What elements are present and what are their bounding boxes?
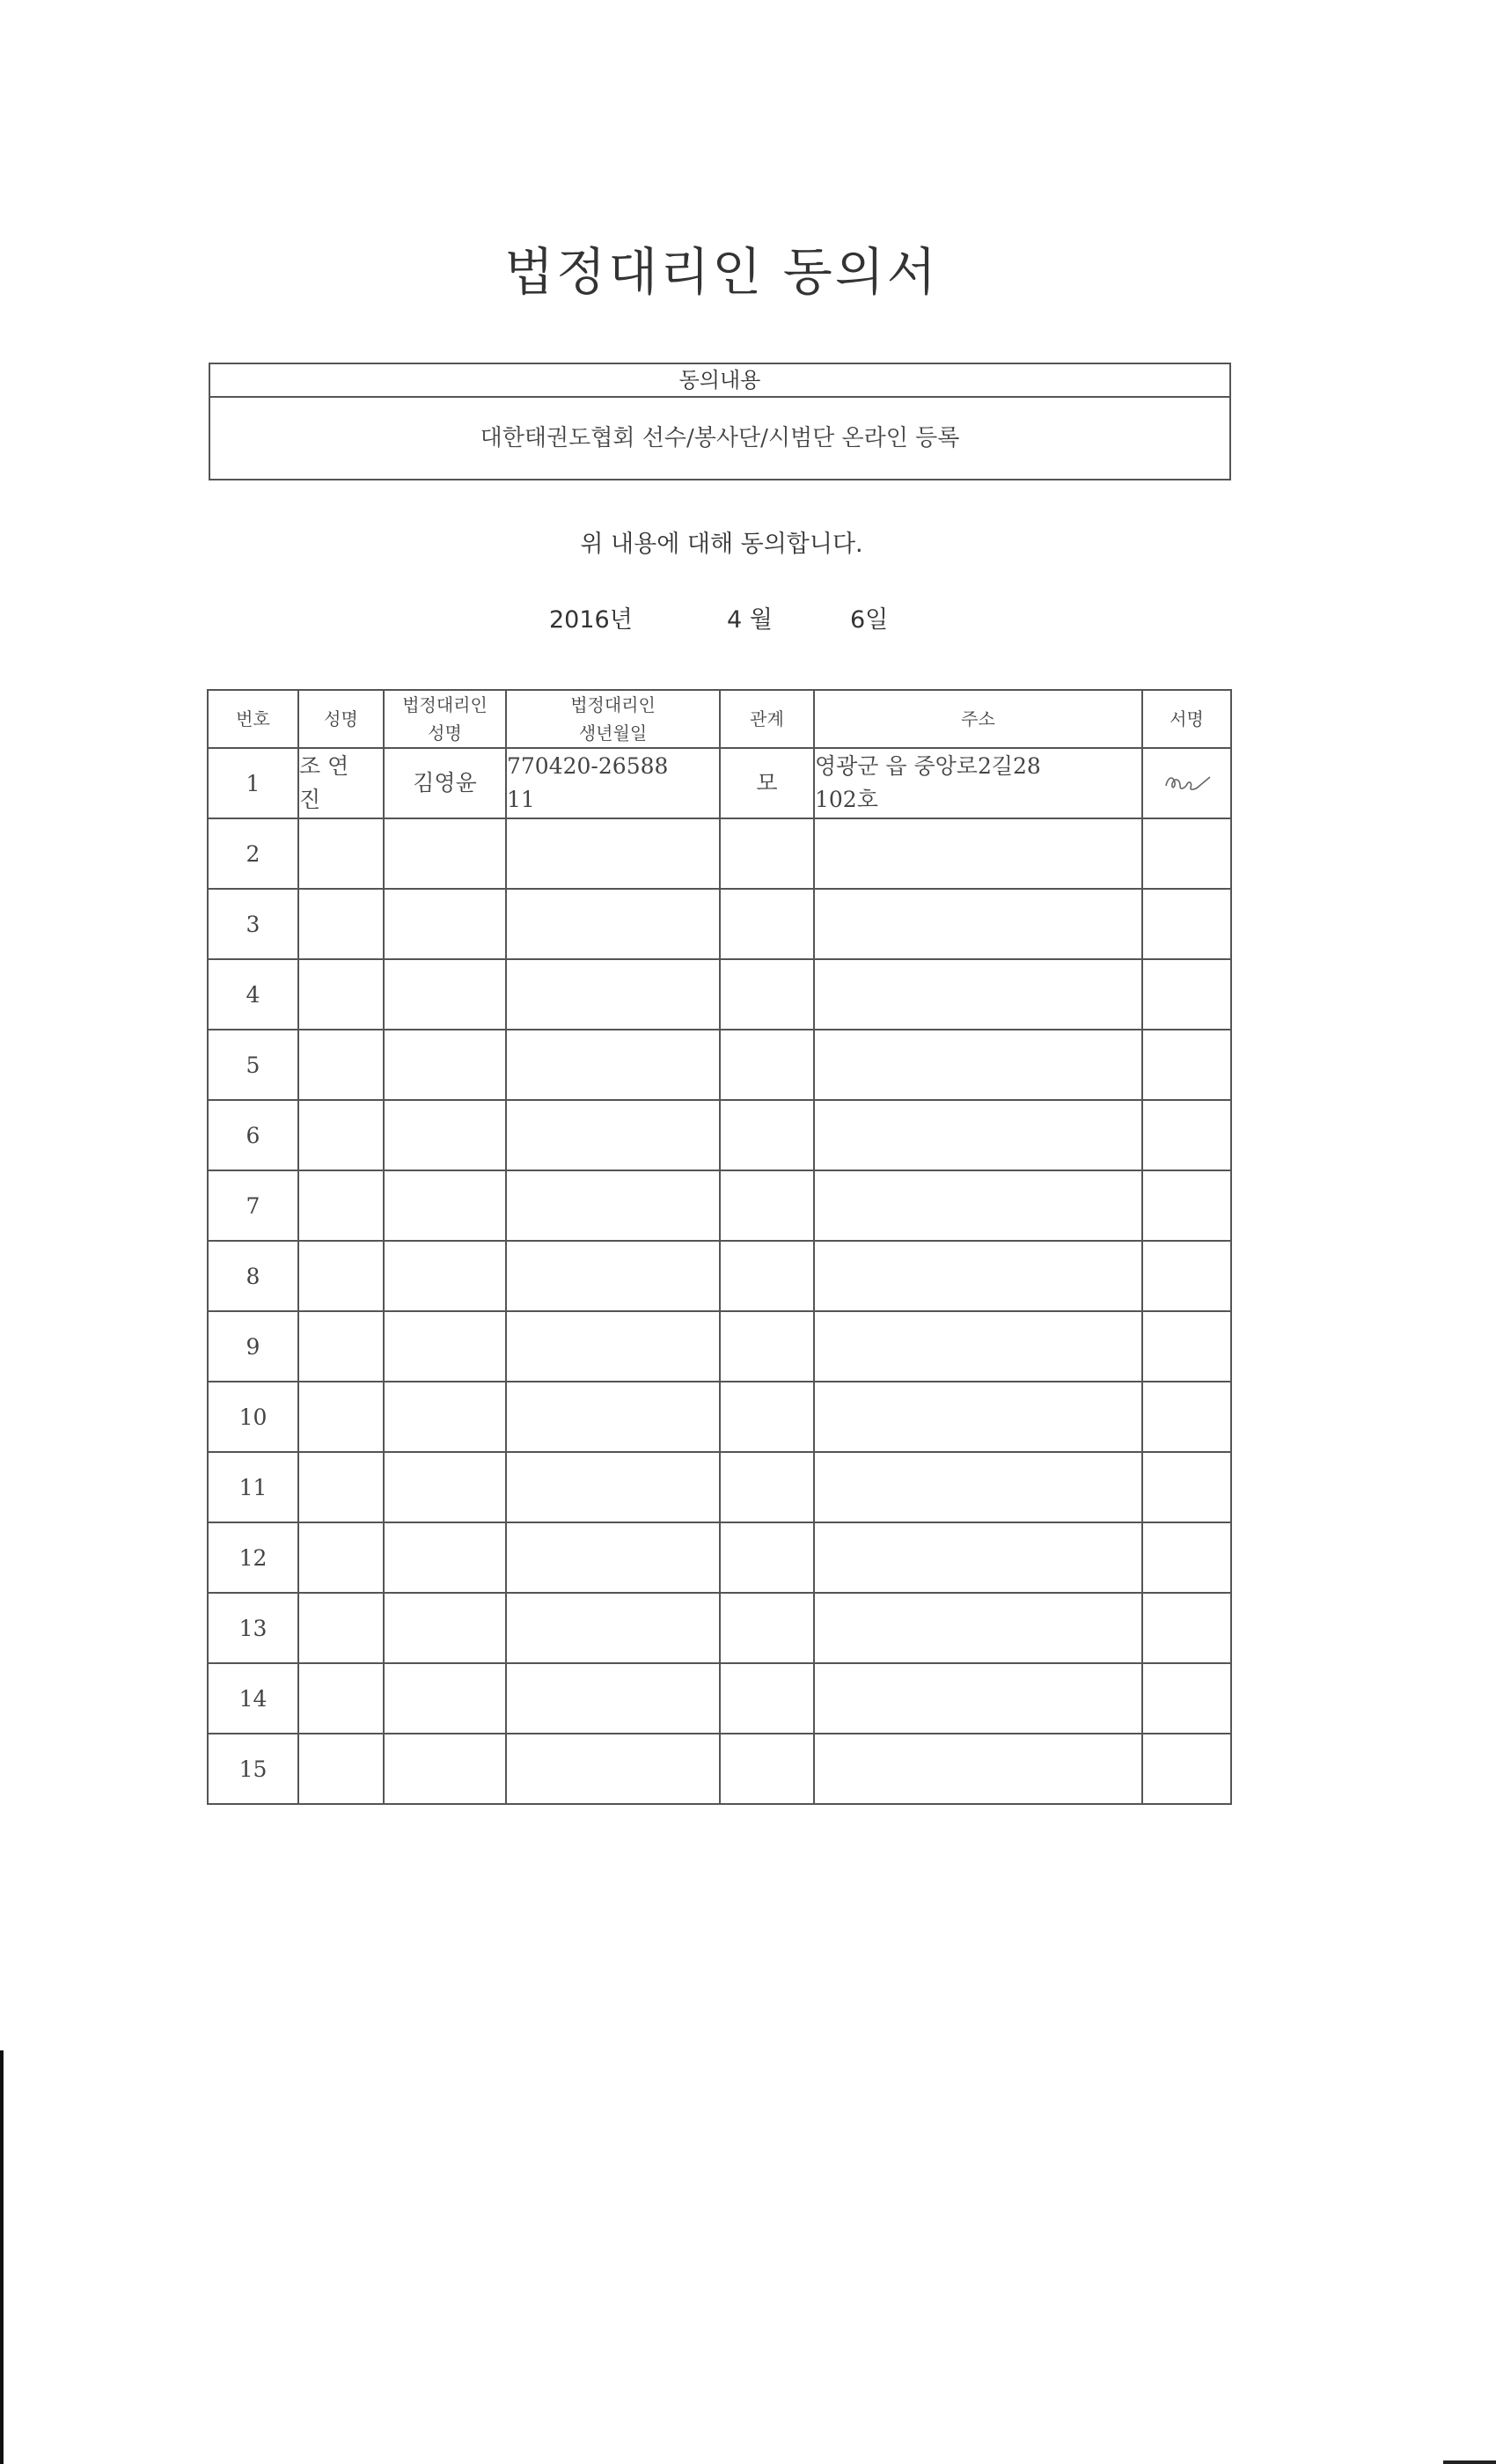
table-row <box>208 1382 1231 1452</box>
row-relation <box>720 1030 814 1100</box>
header-name: 성명 <box>298 690 384 748</box>
row-number: 5 <box>208 1030 298 1100</box>
row-guardian-name <box>384 1170 506 1241</box>
row-guardian-birth <box>506 1734 720 1804</box>
row-signature <box>1142 1170 1231 1241</box>
row-address <box>814 889 1142 959</box>
row-name <box>298 959 384 1030</box>
row-guardian-birth <box>506 1382 720 1452</box>
row-signature <box>1142 1382 1231 1452</box>
consent-header: 동의내용 <box>210 364 1229 398</box>
row-guardian-birth <box>506 1311 720 1382</box>
row-address <box>814 818 1142 889</box>
row-name <box>298 1593 384 1663</box>
date-year: 2016년 <box>549 606 633 634</box>
guardian-register-table <box>207 689 1232 1805</box>
row-guardian-birth <box>506 1663 720 1734</box>
table-row <box>208 748 1231 818</box>
row-relation <box>720 1311 814 1382</box>
header-guardian-name: 법정대리인 성명 <box>384 690 506 748</box>
row-guardian-name <box>384 1734 506 1804</box>
row-number: 11 <box>208 1452 298 1522</box>
header-guardian-birth: 법정대리인 생년월일 <box>506 690 720 748</box>
row-address <box>814 1663 1142 1734</box>
table-row <box>208 1663 1231 1734</box>
table-row <box>208 1311 1231 1382</box>
table-row <box>208 1030 1231 1100</box>
agree-statement: 위 내용에 대해 동의합니다. <box>580 531 863 558</box>
row-number: 1 <box>208 748 298 818</box>
row-guardian-name <box>384 1452 506 1522</box>
row-number: 12 <box>208 1522 298 1593</box>
row-guardian-birth <box>506 818 720 889</box>
row-guardian-birth <box>506 1100 720 1170</box>
row-address <box>814 1170 1142 1241</box>
table-row <box>208 1734 1231 1804</box>
row-address <box>814 1734 1142 1804</box>
row-address: 영광군 읍 중앙로2길28 102호 <box>814 748 1142 818</box>
row-relation <box>720 1593 814 1663</box>
row-relation <box>720 1663 814 1734</box>
consent-box <box>209 363 1231 480</box>
row-address <box>814 1030 1142 1100</box>
row-number: 9 <box>208 1311 298 1382</box>
row-guardian-name: 김영윤 <box>384 748 506 818</box>
row-address <box>814 1100 1142 1170</box>
row-guardian-name <box>384 1311 506 1382</box>
row-guardian-birth <box>506 959 720 1030</box>
row-number: 4 <box>208 959 298 1030</box>
row-signature <box>1142 889 1231 959</box>
row-number: 10 <box>208 1382 298 1452</box>
header-address: 주소 <box>814 690 1142 748</box>
row-relation <box>720 1241 814 1311</box>
table-row <box>208 1522 1231 1593</box>
table-row <box>208 1241 1231 1311</box>
header-relation: 관계 <box>720 690 814 748</box>
table-body <box>208 748 1231 1804</box>
row-guardian-birth <box>506 1170 720 1241</box>
page-title: 법정대리인 동의서 <box>504 242 939 302</box>
row-signature <box>1142 1311 1231 1382</box>
row-number: 14 <box>208 1663 298 1734</box>
table-row <box>208 1593 1231 1663</box>
header-no: 번호 <box>208 690 298 748</box>
row-guardian-birth <box>506 1522 720 1593</box>
table-row <box>208 1100 1231 1170</box>
row-number: 2 <box>208 818 298 889</box>
row-number: 7 <box>208 1170 298 1241</box>
date-month: 4 월 <box>727 606 773 634</box>
scan-corner-mark <box>1443 2460 1496 2464</box>
date-day: 6일 <box>850 606 889 634</box>
row-relation <box>720 818 814 889</box>
row-guardian-birth <box>506 1593 720 1663</box>
row-guardian-name <box>384 1522 506 1593</box>
row-guardian-name <box>384 1100 506 1170</box>
row-name <box>298 1030 384 1100</box>
handwritten-signature <box>1161 768 1214 798</box>
row-name <box>298 1170 384 1241</box>
row-signature <box>1142 1522 1231 1593</box>
row-relation <box>720 1452 814 1522</box>
row-name <box>298 818 384 889</box>
row-name <box>298 889 384 959</box>
header-signature: 서명 <box>1142 690 1231 748</box>
row-number: 13 <box>208 1593 298 1663</box>
row-address <box>814 959 1142 1030</box>
row-relation <box>720 1734 814 1804</box>
row-address <box>814 1593 1142 1663</box>
row-name <box>298 1382 384 1452</box>
row-guardian-name <box>384 1593 506 1663</box>
scan-edge-mark <box>0 2050 4 2464</box>
table-row <box>208 818 1231 889</box>
row-signature <box>1142 1663 1231 1734</box>
row-relation <box>720 889 814 959</box>
row-guardian-name <box>384 1382 506 1452</box>
row-address <box>814 1311 1142 1382</box>
row-number: 6 <box>208 1100 298 1170</box>
row-signature <box>1142 1593 1231 1663</box>
row-name <box>298 1663 384 1734</box>
row-signature <box>1142 1734 1231 1804</box>
row-number: 15 <box>208 1734 298 1804</box>
row-signature <box>1142 1100 1231 1170</box>
row-name: 조 연 진 <box>298 748 384 818</box>
row-guardian-name <box>384 1241 506 1311</box>
row-signature <box>1142 1030 1231 1100</box>
row-guardian-name <box>384 818 506 889</box>
table-row <box>208 889 1231 959</box>
row-guardian-birth <box>506 1241 720 1311</box>
row-relation <box>720 1522 814 1593</box>
row-name <box>298 1522 384 1593</box>
row-number: 8 <box>208 1241 298 1311</box>
row-relation <box>720 1382 814 1452</box>
table-header-row <box>208 690 1231 748</box>
row-relation: 모 <box>720 748 814 818</box>
row-address <box>814 1382 1142 1452</box>
row-address <box>814 1452 1142 1522</box>
table-row <box>208 1452 1231 1522</box>
table-row <box>208 1170 1231 1241</box>
row-name <box>298 1100 384 1170</box>
row-signature <box>1142 1452 1231 1522</box>
row-signature <box>1142 1241 1231 1311</box>
row-guardian-name <box>384 1030 506 1100</box>
row-signature <box>1142 818 1231 889</box>
row-guardian-birth <box>506 1030 720 1100</box>
row-relation <box>720 959 814 1030</box>
row-number: 3 <box>208 889 298 959</box>
row-address <box>814 1241 1142 1311</box>
row-guardian-name <box>384 959 506 1030</box>
row-name <box>298 1452 384 1522</box>
row-guardian-birth: 770420-26588 11 <box>506 748 720 818</box>
row-name <box>298 1734 384 1804</box>
row-relation <box>720 1170 814 1241</box>
row-name <box>298 1241 384 1311</box>
row-signature <box>1142 959 1231 1030</box>
row-relation <box>720 1100 814 1170</box>
table-row <box>208 959 1231 1030</box>
consent-body: 대한태권도협회 선수/봉사단/시범단 온라인 등록 <box>480 425 960 451</box>
row-guardian-name <box>384 889 506 959</box>
row-guardian-birth <box>506 1452 720 1522</box>
row-address <box>814 1522 1142 1593</box>
row-guardian-birth <box>506 889 720 959</box>
row-signature <box>1142 748 1231 818</box>
row-guardian-name <box>384 1663 506 1734</box>
row-name <box>298 1311 384 1382</box>
